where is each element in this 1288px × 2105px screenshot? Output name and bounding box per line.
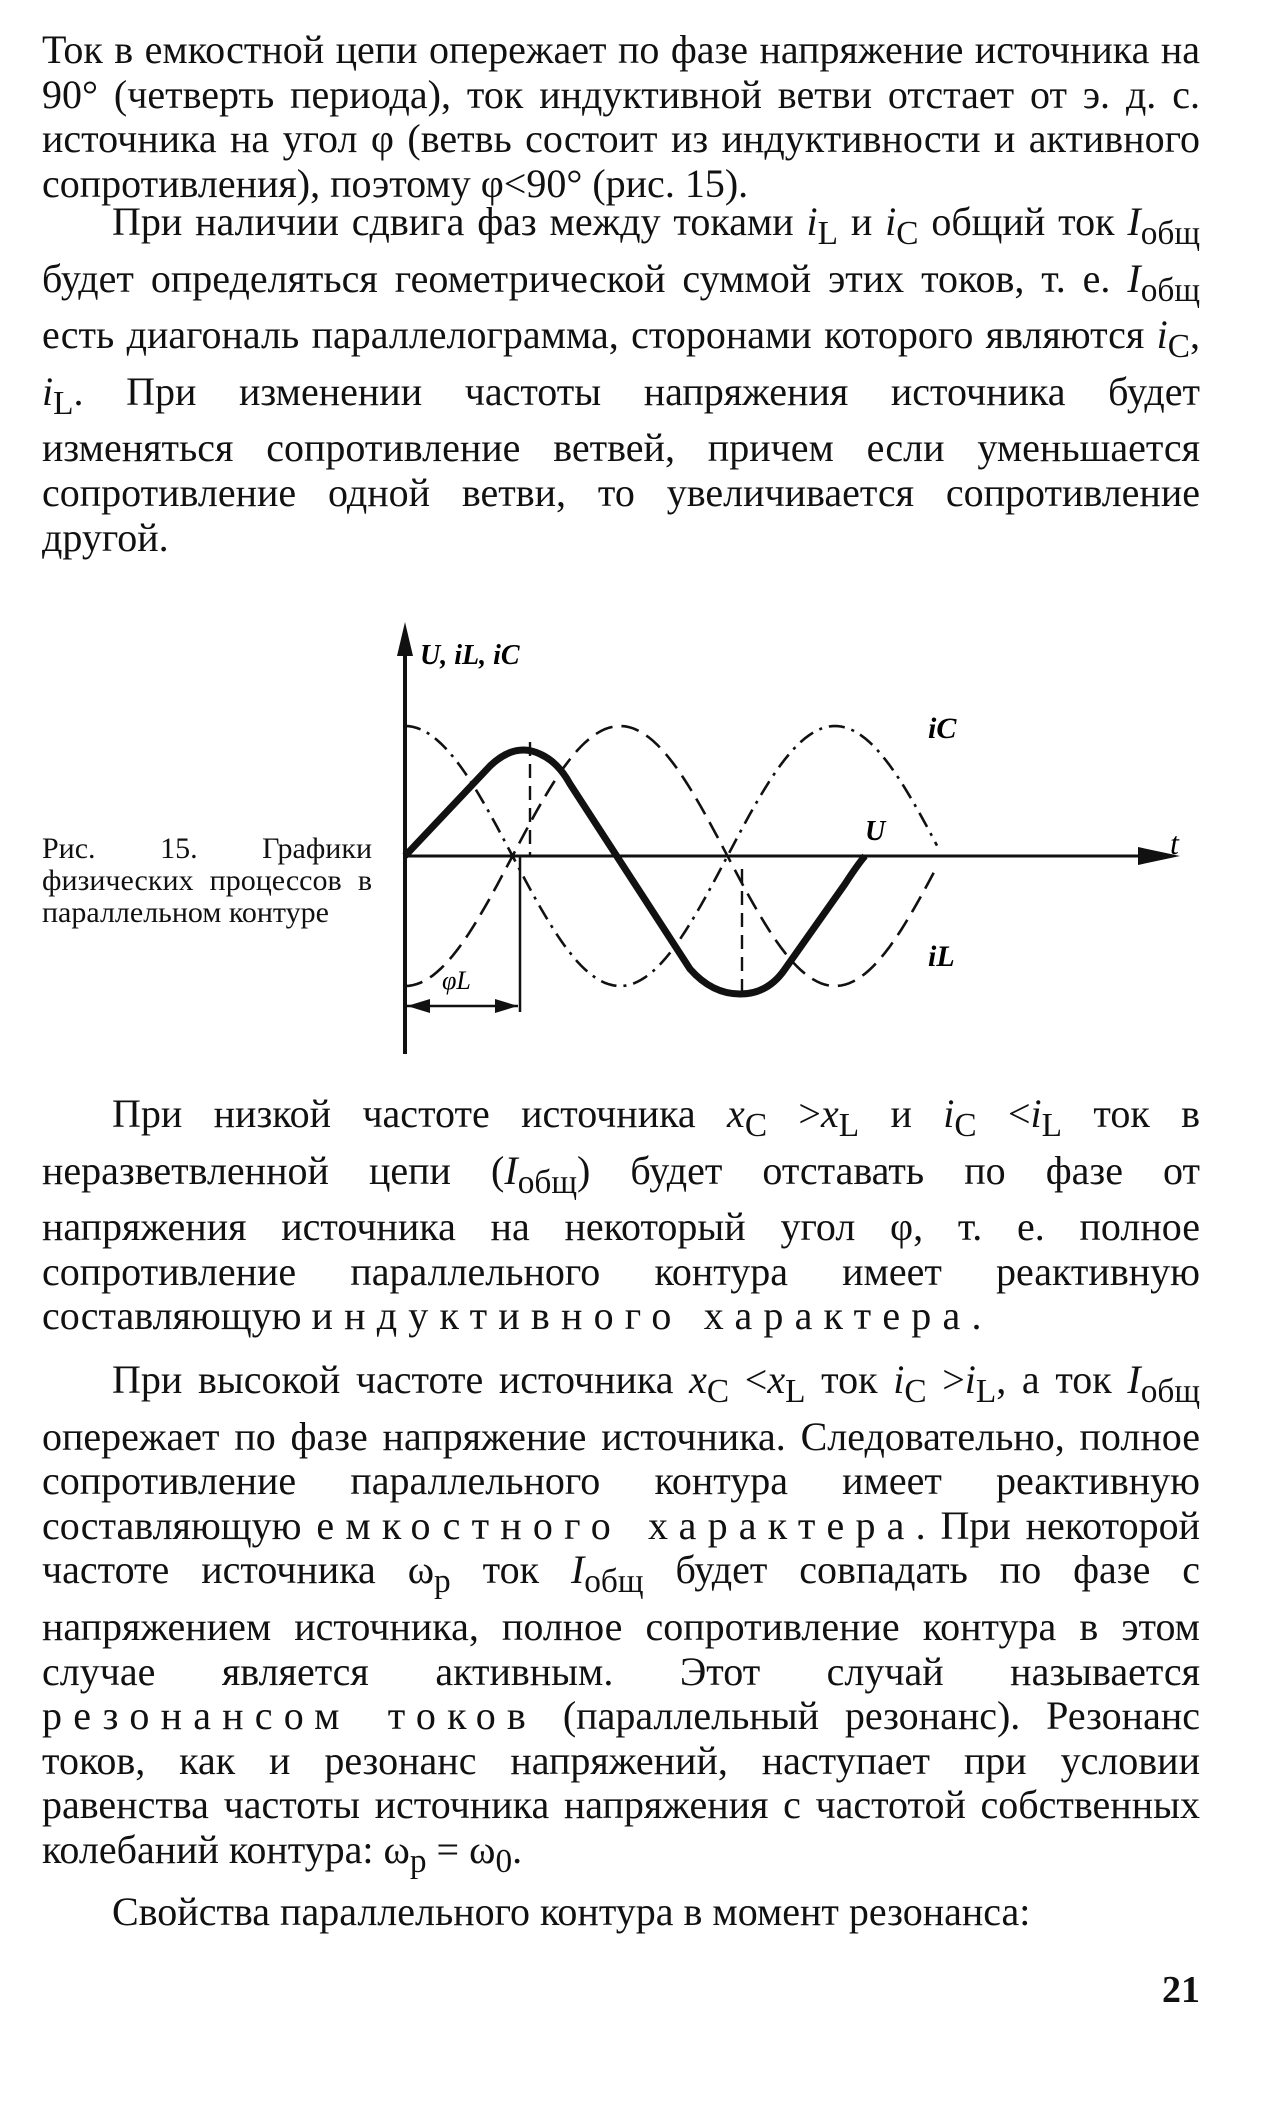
paragraph-4: При высокой частоте источника $x_C <x_L$ ток $i_C >i_L$, а ток $I_{общ}$ опережает по фазе напряжение источника. Следовательно, полное сопротивление параллельного контура имеет реактивную составляющую емкостного характера. При некоторой частоте источника $\omega_р$ ток $I_{общ}$ будет совпадать по фазе с напряжением источника, полное сопротивление контура в этом случае является активным. Этот случай называется резонансом токов (параллельный резонанс). Резонанс токов, как и резонанс напряжений, наступает при условии равенства частоты источника напряжения с частотой собственных колебаний контура: $\omega_р = \omega_0$. [42, 1357, 1201, 1880]
phi-label: φL [442, 966, 471, 995]
page-number: 21 [1162, 1969, 1200, 2011]
ic-label: iC [928, 712, 957, 745]
paragraph-1: Ток в емкостной цепи опережает по фазе напряжение источника на 90° (четверть периода), ток индуктивной ветви отстает от э. д. с. источника на угол φ (ветвь состоит из индуктивности и активного сопротивления), поэтому φ<90° (рис. 15). [42, 27, 1200, 206]
paragraph-5: Свойства параллельного контура в момент резонанса: [112, 1889, 1031, 1934]
paragraph-3: При низкой частоте источника $x_C >x_L$ и $i_C <i_L$ ток в неразветвленной цепи $(I_{общ})$ будет отставать по фазе от напряжения источника на некоторый угол φ, т. е. полное сопротивление параллельного контура имеет реактивную составляющую индуктивного характера. [42, 1091, 1200, 1339]
y-axis-label: U, iL, iC [420, 640, 520, 671]
u-curve [405, 750, 865, 994]
phi-arrow-left-icon [407, 999, 430, 1013]
figure-15-graph [380, 614, 1190, 1054]
il-label: iL [928, 940, 955, 973]
u-label: U [865, 816, 886, 847]
phi-arrow-right-icon [495, 999, 518, 1013]
y-axis-arrow-icon [397, 622, 413, 656]
figure-caption: Рис. 15. Графики физических процессов в параллельном контуре [42, 832, 372, 929]
x-axis-label: t [1170, 825, 1179, 861]
paragraph-2: При наличии сдвига фаз между токами $i_L$ и $i_C$ общий ток $I_{общ}$ будет определяться геометрической суммой этих токов, т. е. $I_{общ}$ есть диагональ параллелограмма, сторонами которого являются $i_C$, $i_L$. При изменении частоты напряжения источника будет изменяться сопротивление ветвей, причем если уменьшается сопротивление одной ветви, то увеличивается сопротивление другой. [42, 199, 1201, 560]
